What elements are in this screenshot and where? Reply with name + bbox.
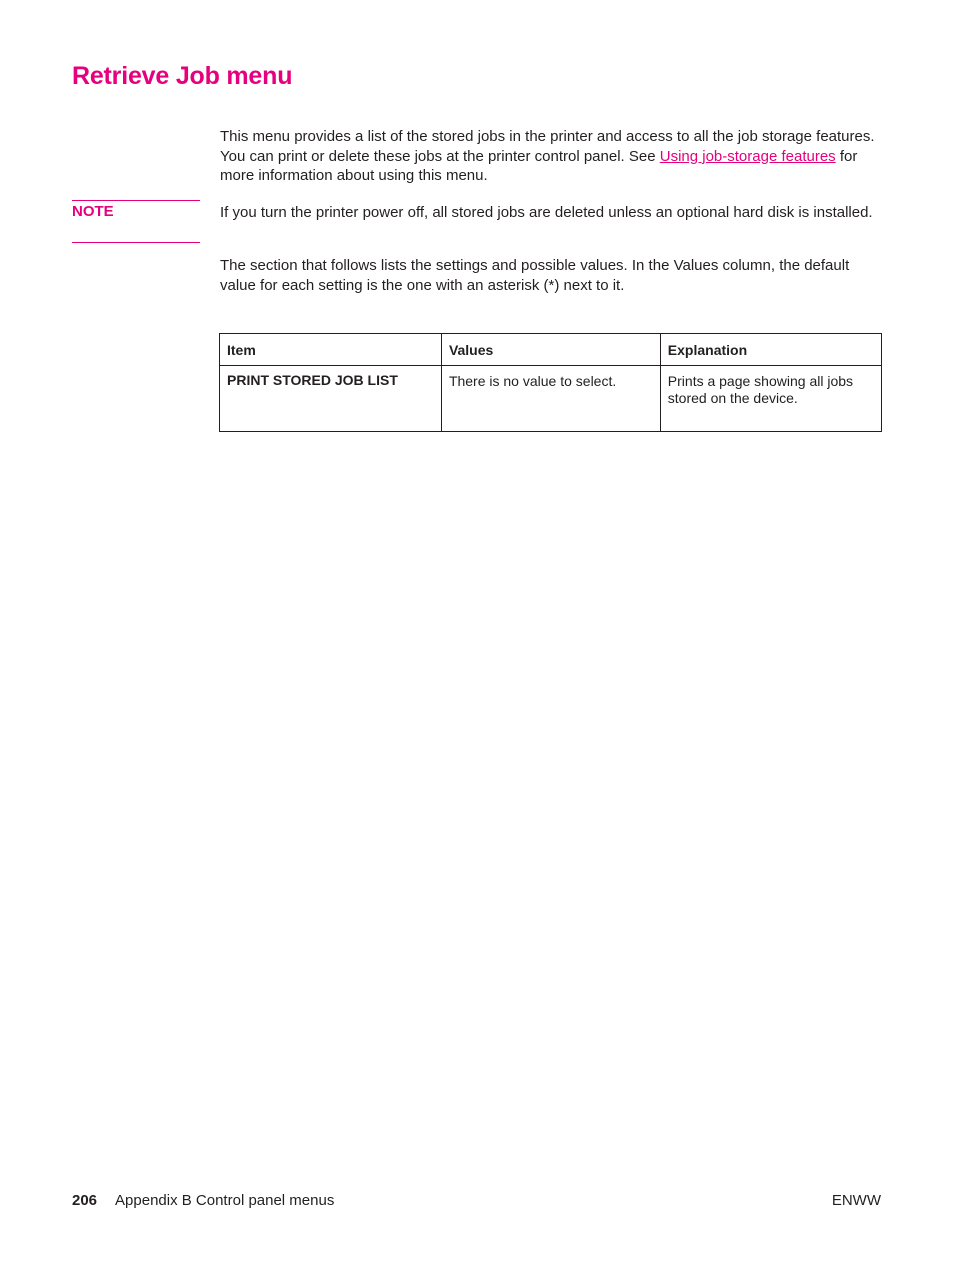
table-header-explanation: Explanation <box>660 334 881 366</box>
intro-text-after-link: for more information about using this menu. <box>220 147 858 184</box>
footer-chapter: Appendix B Control panel menus <box>115 1192 335 1209</box>
section-description: The section that follows lists the settings and possible values. In the Values column, the default value for each setting is the one with an asterisk (*) next to it. <box>220 257 850 294</box>
using-job-storage-features-link[interactable]: Using job-storage features <box>659 147 836 165</box>
note-text: If you turn the printer power off, all stored jobs are deleted unless an optional hard disk is installed. <box>220 204 873 221</box>
footer-right-label: ENWW <box>831 1192 881 1209</box>
page-number: 206 <box>72 1192 98 1209</box>
note-top-rule <box>72 200 200 201</box>
table-header-values: Values <box>441 334 660 366</box>
table-header-row <box>220 334 882 366</box>
note-label: NOTE <box>72 203 114 220</box>
intro-text-before-link: This menu provides a list of the stored jobs in the printer and access to all the job storage features. You can print or delete these jobs at the printer control panel. See <box>220 128 875 165</box>
retrieve-job-menu-table <box>219 333 882 432</box>
page-title: Retrieve Job menu <box>72 62 293 90</box>
table-row <box>220 366 882 432</box>
table-cell-values: There is no value to select. <box>441 366 660 432</box>
footer-left <box>72 1192 334 1209</box>
table-cell-explanation: Prints a page showing all jobs stored on the device. <box>660 366 881 432</box>
note-bottom-rule <box>72 242 200 243</box>
table-header-item: Item <box>220 334 442 366</box>
table-cell-item: PRINT STORED JOB LIST <box>220 366 442 432</box>
intro-paragraph <box>220 127 880 186</box>
